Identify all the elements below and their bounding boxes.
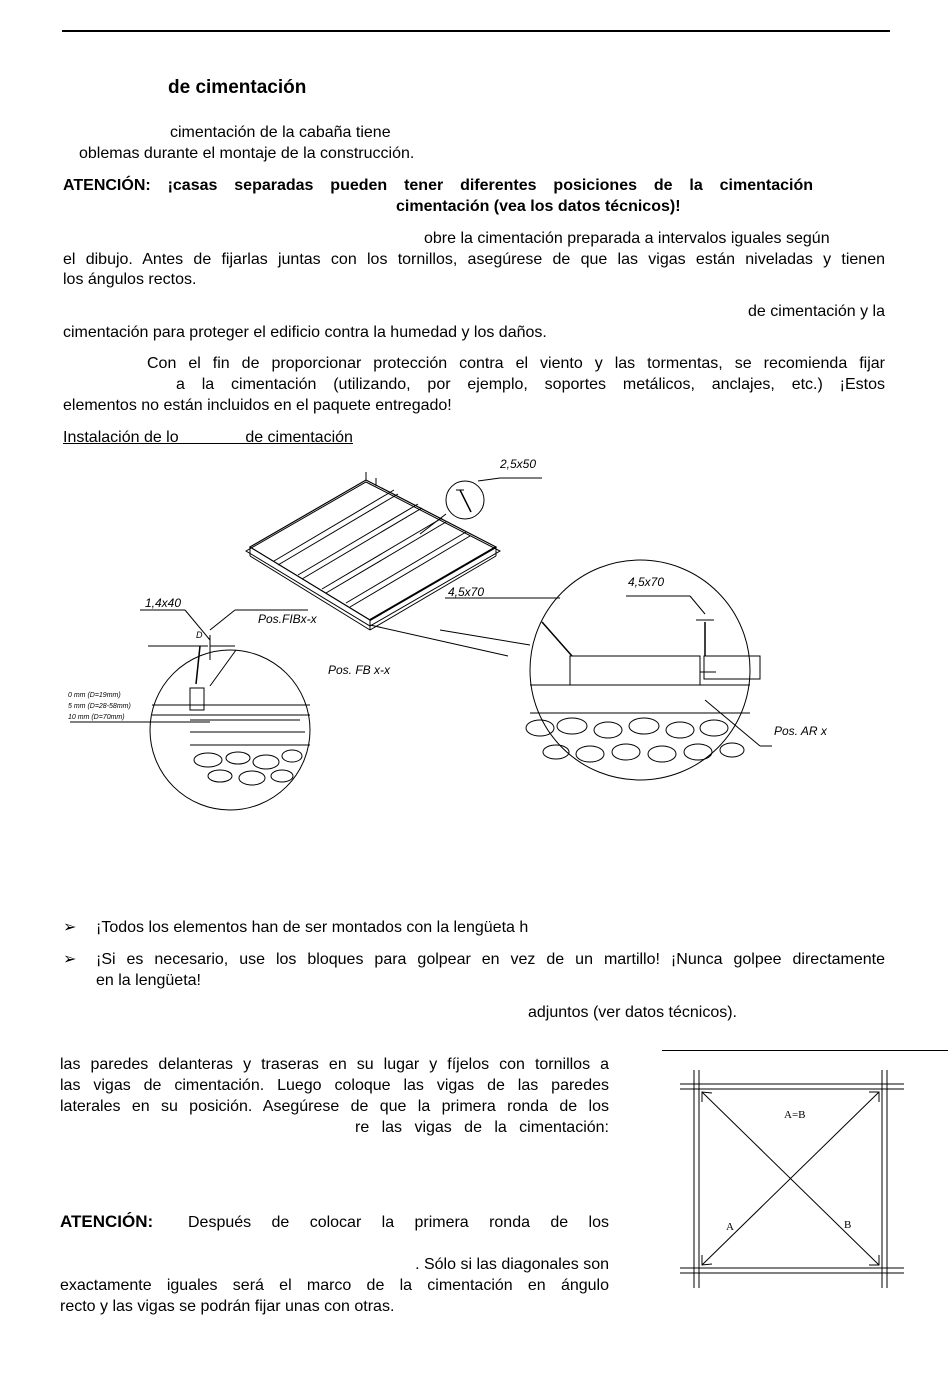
attention-label: ATENCIÓN:	[60, 1212, 154, 1231]
para3-line-3: elementos no están incluidos en el paquete entregado!	[63, 397, 452, 414]
para1-line-1: obre la cimentación preparada a intervalos iguales según	[424, 230, 830, 247]
para4-line-1: las paredes delanteras y traseras en su lugar y fíjelos con tornillos a	[60, 1056, 609, 1073]
top-rule	[62, 30, 890, 32]
label-nail: 1,4x40	[145, 596, 182, 610]
para3-line-2: a la cimentación (utilizando, por ejemplo, soportes metálicos, anclajes, etc.) ¡Estos	[176, 376, 885, 393]
bullet-2-line-1: ¡Si es necesario, use los bloques para golpear en vez de un martillo! ¡Nunca golpee directamente	[96, 951, 885, 968]
label-screw-right: 4,5x70	[628, 575, 665, 589]
floor-frame	[246, 472, 500, 630]
para1-line-3: los ángulos rectos.	[63, 271, 197, 288]
label-pos-fb: Pos. FB x-x	[328, 663, 391, 677]
bullet-2-line-2: en la lengüeta!	[96, 972, 201, 989]
attention-line-1: Después de colocar la primera ronda de los	[188, 1214, 609, 1231]
attention-line-4: recto y las vigas se podrán fijar unas con otras.	[60, 1298, 395, 1315]
side-rule	[662, 1050, 948, 1051]
label-spec-3: 10 mm (D=70mm)	[68, 714, 125, 721]
para4-line-2: las vigas de cimentación. Luego coloque las vigas de las paredes	[60, 1077, 609, 1094]
attention-line-2: . Sólo si las diagonales son	[415, 1256, 609, 1273]
page-heading: de cimentación	[168, 77, 307, 98]
intro-line-2: oblemas durante el montaje de la construcción.	[79, 145, 415, 162]
warning-line-1: ATENCIÓN: ¡casas separadas pueden tener diferentes posiciones de la cimentación	[63, 177, 813, 194]
section-title: Instalación de lo de cimentación	[63, 429, 353, 446]
para1-line-2: el dibujo. Antes de fijarlas juntas con los tornillos, asegúrese de que las vigas están niveladas y tienen	[63, 251, 885, 268]
para2-line-1: de cimentación y la	[748, 303, 885, 320]
foundation-drawing	[60, 450, 890, 850]
label-pos-ar: Pos. AR x	[774, 724, 827, 738]
bullet-1-text: ¡Todos los elementos han de ser montados con la lengüeta h	[96, 919, 529, 936]
label-spec-2: 5 mm (D=28-58mm)	[68, 703, 131, 710]
attention-line-3: exactamente iguales será el marco de la cimentación en ángulo	[60, 1277, 609, 1294]
detail-right	[440, 560, 772, 780]
para2-line-2: cimentación para proteger el edificio contra la humedad y los daños.	[63, 324, 547, 341]
label-a-equals-b: A=B	[784, 1109, 806, 1121]
label-spec-1: 0 mm (D=19mm)	[68, 692, 121, 699]
bullet-arrow-icon: ➢	[63, 951, 77, 968]
screw-callout-top	[420, 478, 542, 534]
intro-line-1: cimentación de la cabaña tiene	[170, 124, 391, 141]
warning-line-2: cimentación (vea los datos técnicos)!	[396, 198, 681, 215]
para3-line-1: Con el fin de proporcionar protección contra el viento y las tormentas, se recomienda fijar	[147, 355, 885, 372]
adjuntos-text: adjuntos (ver datos técnicos).	[528, 1004, 737, 1021]
label-pos-fibx: Pos.FIBx-x	[258, 612, 317, 626]
label-diagonal-a: A	[726, 1221, 734, 1233]
label-diagonal-b: B	[844, 1219, 852, 1231]
label-dim-d: D	[196, 630, 203, 640]
label-screw-mid: 4,5x70	[448, 585, 485, 599]
label-screw-top: 2,5x50	[500, 457, 537, 471]
detail-left	[70, 610, 310, 810]
para4-line-3: laterales en su posición. Asegúrese de que la primera ronda de los	[60, 1098, 609, 1115]
diagonal-diagram	[672, 1060, 912, 1300]
para4-line-4: re las vigas de la cimentación:	[355, 1119, 609, 1136]
bullet-arrow-icon: ➢	[63, 919, 77, 936]
